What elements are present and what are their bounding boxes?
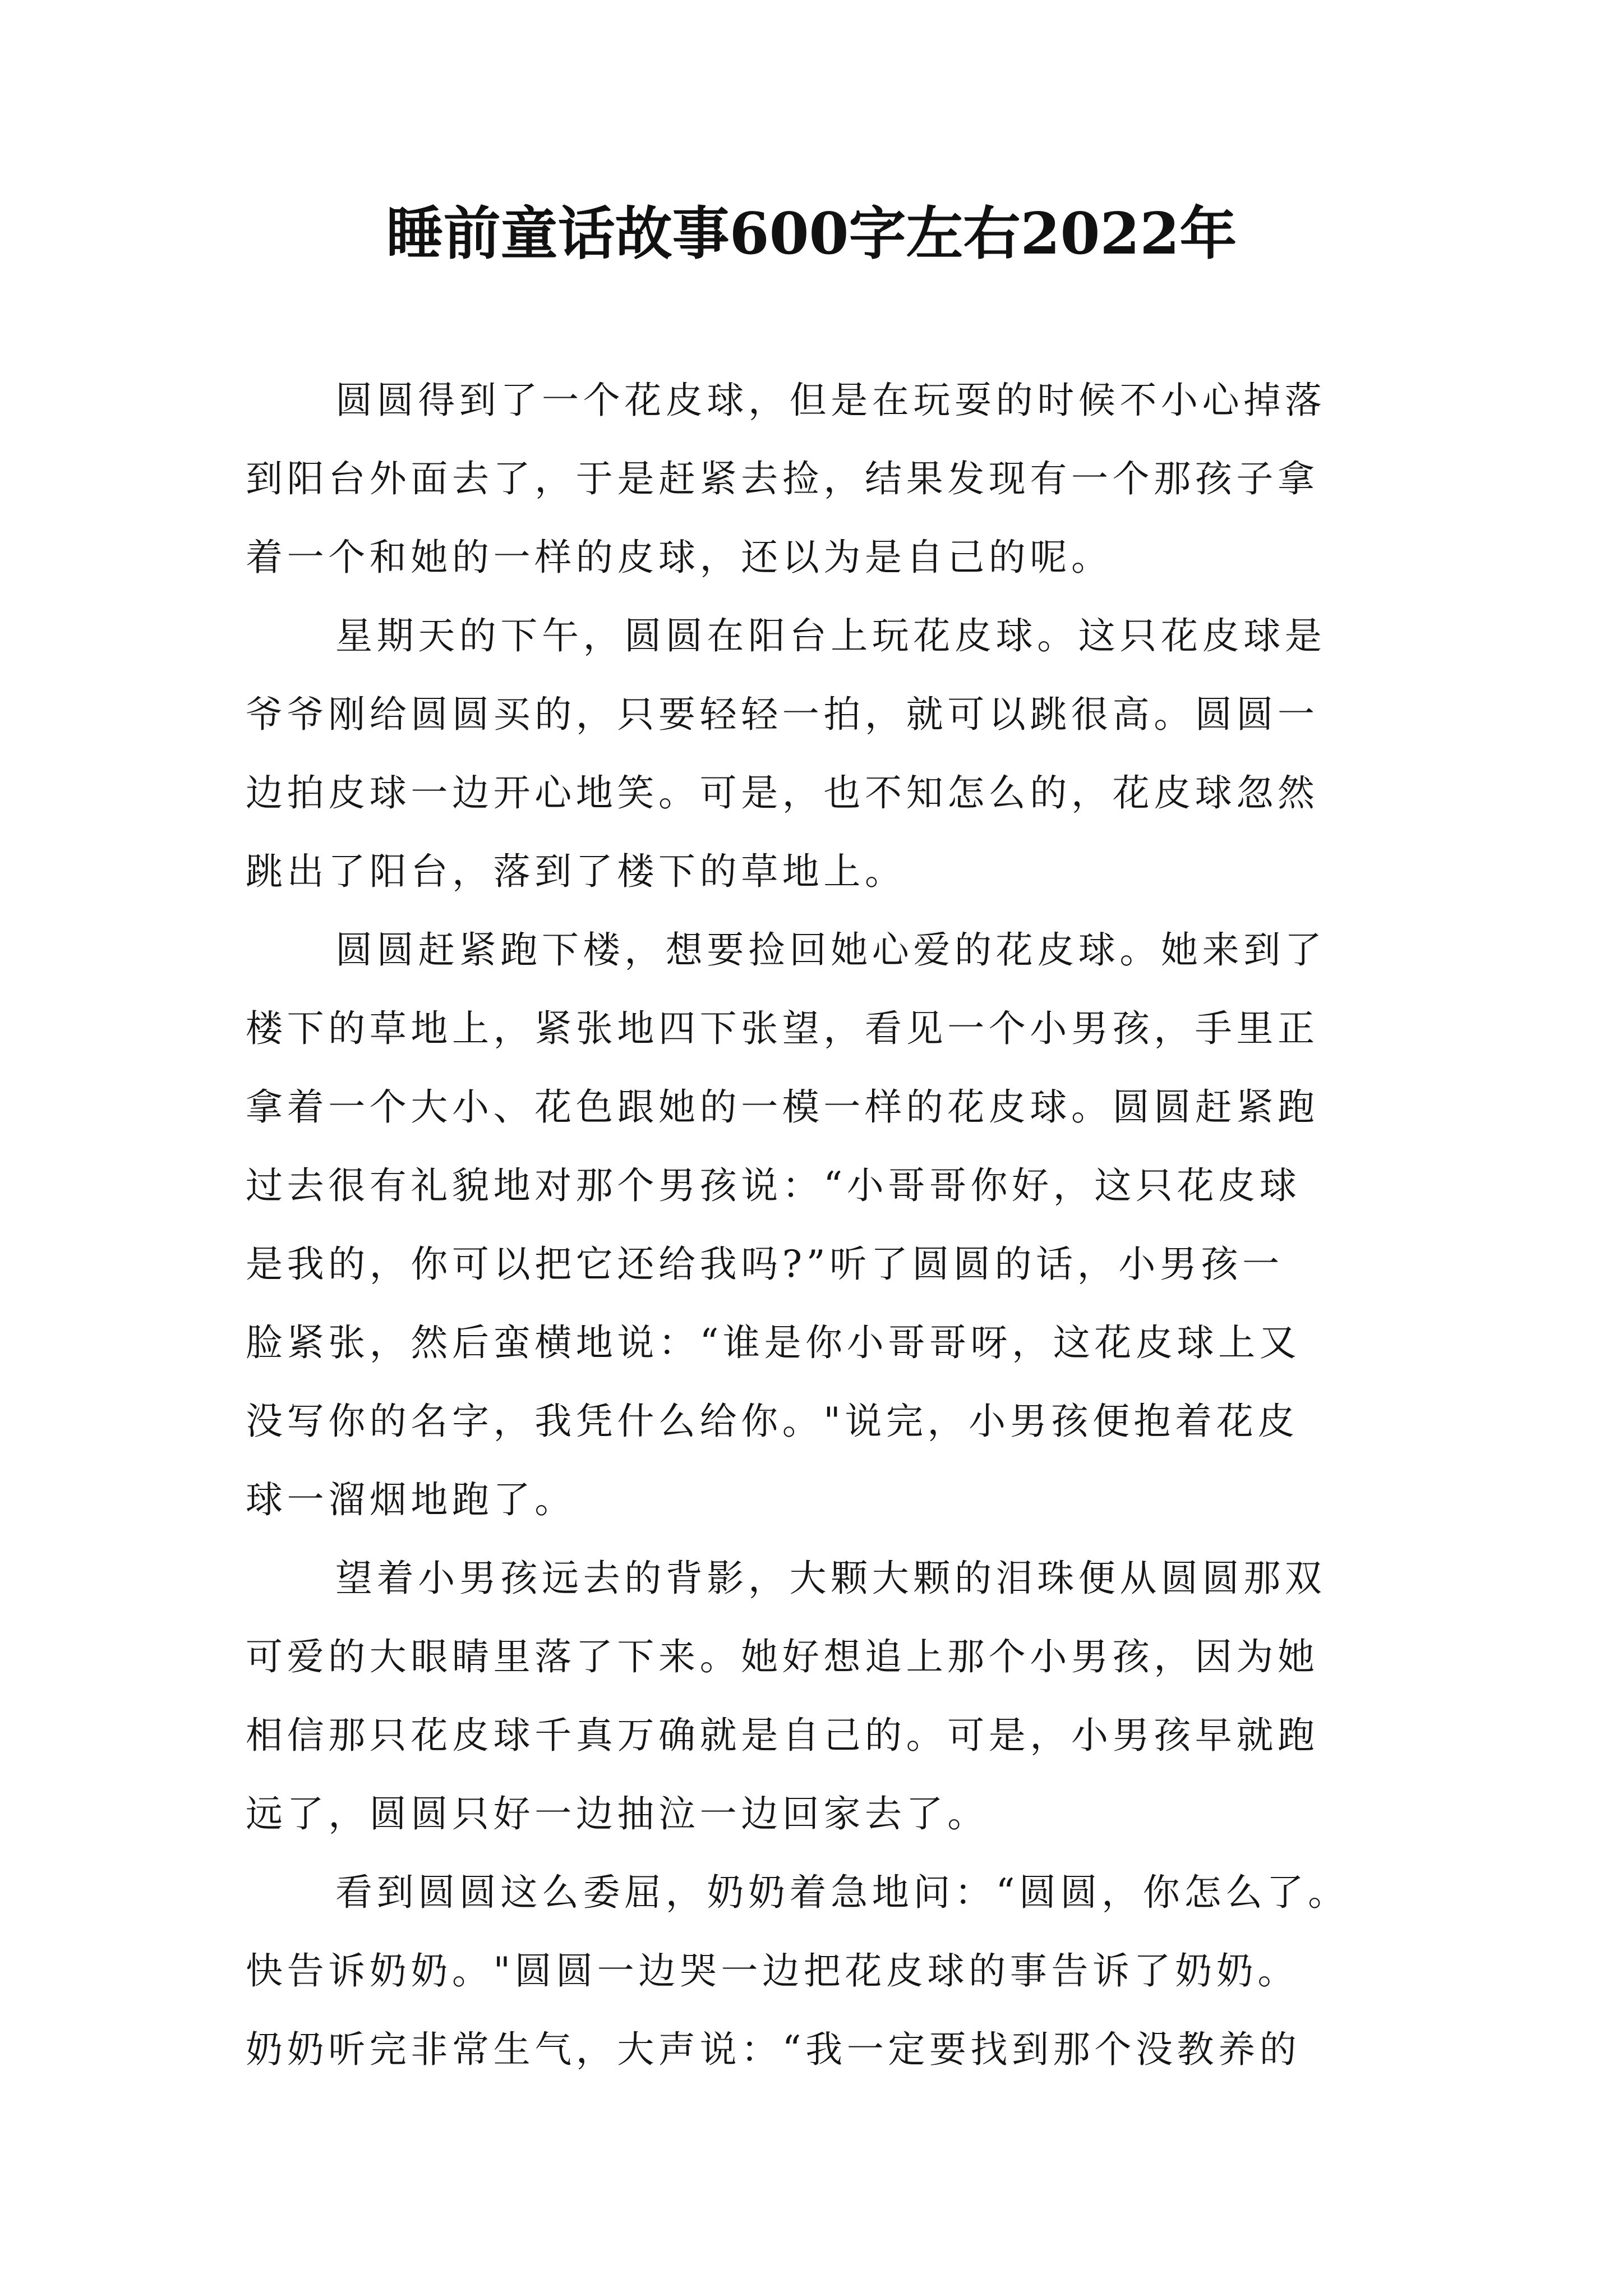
text-line: 奶奶听完非常生气，大声说：“我一定要找到那个没教养的: [246, 2028, 1301, 2071]
text-line: 到阳台外面去了，于是赶紧去捡，结果发现有一个那孩子拿: [246, 457, 1319, 500]
text-line: 球一溜烟地跑了。: [246, 1478, 576, 1521]
text-line: 圆圆赶紧跑下楼，想要捡回她心爱的花皮球。她来到了: [335, 928, 1326, 972]
text-line: 楼下的草地上，紧张地四下张望，看见一个小男孩，手里正: [246, 1007, 1319, 1050]
text-line: 边拍皮球一边开心地笑。可是，也不知怎么的，花皮球忽然: [246, 771, 1319, 815]
text-line: 可爱的大眼睛里落了下来。她好想追上那个小男孩，因为她: [246, 1635, 1319, 1678]
text-line: 脸紧张，然后蛮横地说：“谁是你小哥哥呀，这花皮球上又: [246, 1321, 1301, 1364]
text-line: 远了，圆圆只好一边抽泣一边回家去了。: [246, 1792, 989, 1835]
text-line: 是我的，你可以把它还给我吗?”听了圆圆的话，小男孩一: [246, 1243, 1284, 1286]
document-title: 睡前童话故事600字左右2022年: [386, 200, 1237, 268]
text-line: 过去很有礼貌地对那个男孩说：“小哥哥你好，这只花皮球: [246, 1164, 1301, 1207]
text-line: 着一个和她的一样的皮球，还以为是自己的呢。: [246, 536, 1113, 579]
text-line: 拿着一个大小、花色跟她的一模一样的花皮球。圆圆赶紧跑: [246, 1085, 1319, 1129]
text-line: 快告诉奶奶。"圆圆一边哭一边把花皮球的事告诉了奶奶。: [246, 1949, 1299, 1993]
text-line: 没写你的名字，我凭什么给你。"说完，小男孩便抱着花皮: [246, 1400, 1299, 1443]
text-line: 圆圆得到了一个花皮球，但是在玩耍的时候不小心掉落: [335, 379, 1326, 422]
text-line: 星期天的下午，圆圆在阳台上玩花皮球。这只花皮球是: [335, 614, 1326, 657]
text-line: 爷爷刚给圆圆买的，只要轻轻一拍，就可以跳很高。圆圆一: [246, 693, 1319, 736]
text-line: 跳出了阳台，落到了楼下的草地上。: [246, 850, 906, 893]
text-line: 望着小男孩远去的背影，大颗大颗的泪珠便从圆圆那双: [335, 1557, 1326, 1600]
text-line: 相信那只花皮球千真万确就是自己的。可是，小男孩早就跑: [246, 1714, 1319, 1757]
text-line: 看到圆圆这么委屈，奶奶着急地问：“圆圆，你怎么了。: [335, 1871, 1349, 1914]
